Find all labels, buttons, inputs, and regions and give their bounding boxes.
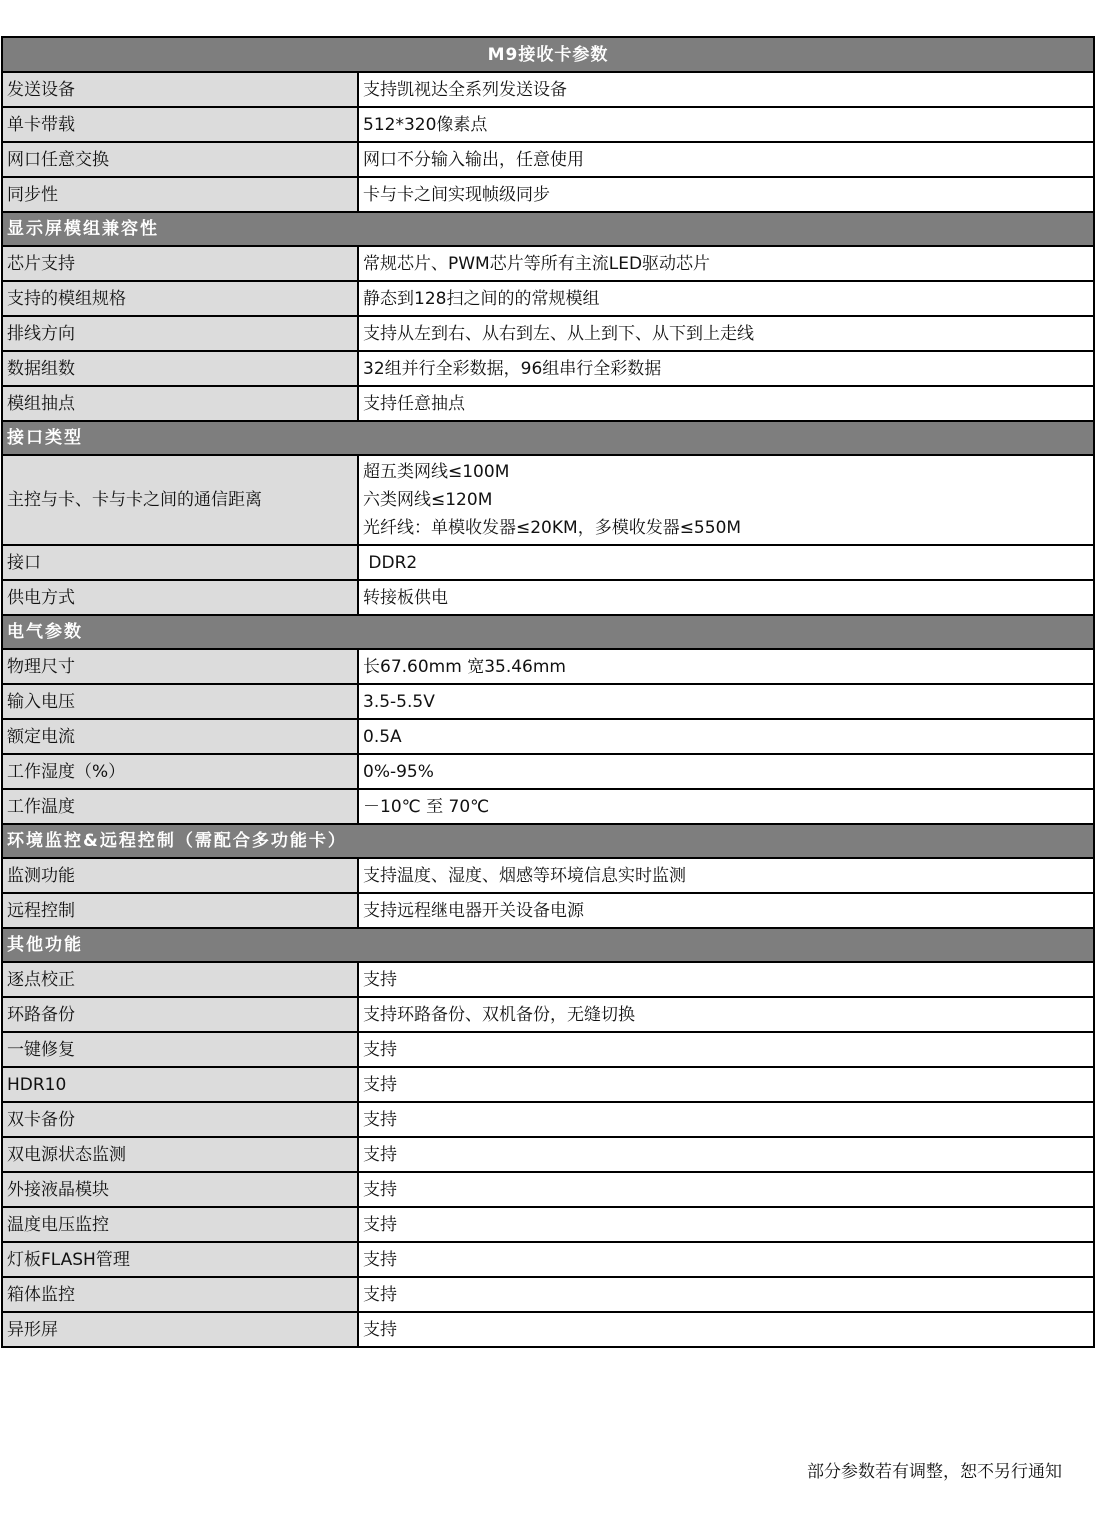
param-label: 单卡带载	[2, 107, 358, 142]
table-row	[2, 1172, 1094, 1207]
param-value: 支持温度、湿度、烟感等环境信息实时监测	[358, 858, 1094, 893]
table-row	[2, 754, 1094, 789]
param-label: 供电方式	[2, 580, 358, 615]
param-value: 支持凯视达全系列发送设备	[358, 72, 1094, 107]
section-header-row	[2, 824, 1094, 858]
param-label: 网口任意交换	[2, 142, 358, 177]
table-row	[2, 684, 1094, 719]
param-label: 接口	[2, 545, 358, 580]
param-label: 模组抽点	[2, 386, 358, 421]
param-value-multiline	[358, 455, 1094, 545]
param-value: 支持	[358, 1137, 1094, 1172]
section-heading: 其他功能	[2, 928, 1094, 962]
param-label: 工作温度	[2, 789, 358, 824]
spec-table-body	[2, 37, 1094, 1347]
param-label: HDR10	[2, 1067, 358, 1102]
table-row	[2, 789, 1094, 824]
spec-table	[1, 36, 1095, 1348]
table-title: M9接收卡参数	[2, 37, 1094, 72]
table-title-row	[2, 37, 1094, 72]
param-value: 支持远程继电器开关设备电源	[358, 893, 1094, 928]
param-label: 发送设备	[2, 72, 358, 107]
param-label: 温度电压监控	[2, 1207, 358, 1242]
param-value: －10℃ 至 70℃	[358, 789, 1094, 824]
section-heading: 环境监控&远程控制（需配合多功能卡）	[2, 824, 1094, 858]
param-label: 异形屏	[2, 1312, 358, 1347]
section-header-row	[2, 615, 1094, 649]
param-label: 一键修复	[2, 1032, 358, 1067]
param-label: 额定电流	[2, 719, 358, 754]
param-value: 网口不分输入输出，任意使用	[358, 142, 1094, 177]
param-value: 支持任意抽点	[358, 386, 1094, 421]
table-row	[2, 997, 1094, 1032]
param-value: 长67.60mm 宽35.46mm	[358, 649, 1094, 684]
table-row	[2, 1032, 1094, 1067]
section-header-row	[2, 421, 1094, 455]
param-label: 双卡备份	[2, 1102, 358, 1137]
param-label: 数据组数	[2, 351, 358, 386]
param-label: 芯片支持	[2, 246, 358, 281]
param-label: 逐点校正	[2, 962, 358, 997]
param-value: 0%-95%	[358, 754, 1094, 789]
param-label: 主控与卡、卡与卡之间的通信距离	[2, 455, 358, 545]
param-value: 32组并行全彩数据，96组串行全彩数据	[358, 351, 1094, 386]
param-value: 支持	[358, 1032, 1094, 1067]
param-value: 常规芯片、PWM芯片等所有主流LED驱动芯片	[358, 246, 1094, 281]
param-value: 支持	[358, 1312, 1094, 1347]
table-row	[2, 281, 1094, 316]
param-label: 外接液晶模块	[2, 1172, 358, 1207]
param-label: 输入电压	[2, 684, 358, 719]
param-value-line: 光纤线：单模收发器≤20KM，多模收发器≤550M	[363, 518, 742, 538]
param-label: 支持的模组规格	[2, 281, 358, 316]
section-heading: 电气参数	[2, 615, 1094, 649]
param-label: 同步性	[2, 177, 358, 212]
table-row	[2, 455, 1094, 545]
param-label: 箱体监控	[2, 1277, 358, 1312]
table-row	[2, 351, 1094, 386]
table-row	[2, 1067, 1094, 1102]
table-row	[2, 1207, 1094, 1242]
param-value: 支持环路备份、双机备份，无缝切换	[358, 997, 1094, 1032]
section-heading: 接口类型	[2, 421, 1094, 455]
section-header-row	[2, 928, 1094, 962]
table-row	[2, 386, 1094, 421]
table-row	[2, 1102, 1094, 1137]
table-row	[2, 1242, 1094, 1277]
table-row	[2, 649, 1094, 684]
param-value: 支持	[358, 1102, 1094, 1137]
table-row	[2, 545, 1094, 580]
param-value: 卡与卡之间实现帧级同步	[358, 177, 1094, 212]
table-row	[2, 316, 1094, 351]
footnote: 部分参数若有调整，恕不另行通知	[807, 1462, 1062, 1482]
param-value: 支持	[358, 1172, 1094, 1207]
param-value: 支持	[358, 1277, 1094, 1312]
table-row	[2, 177, 1094, 212]
param-value: 512*320像素点	[358, 107, 1094, 142]
section-header-row	[2, 212, 1094, 246]
param-label: 工作湿度（%）	[2, 754, 358, 789]
section-heading: 显示屏模组兼容性	[2, 212, 1094, 246]
param-label: 物理尺寸	[2, 649, 358, 684]
table-row	[2, 962, 1094, 997]
param-value: 静态到128扫之间的的常规模组	[358, 281, 1094, 316]
param-label: 环路备份	[2, 997, 358, 1032]
table-row	[2, 246, 1094, 281]
param-label: 灯板FLASH管理	[2, 1242, 358, 1277]
table-row	[2, 1277, 1094, 1312]
param-value: 支持	[358, 1207, 1094, 1242]
param-value-line: 六类网线≤120M	[363, 490, 493, 510]
table-row	[2, 580, 1094, 615]
param-label: 监测功能	[2, 858, 358, 893]
param-label: 排线方向	[2, 316, 358, 351]
param-label: 双电源状态监测	[2, 1137, 358, 1172]
param-value: 支持	[358, 962, 1094, 997]
table-row	[2, 1312, 1094, 1347]
param-value: 支持	[358, 1067, 1094, 1102]
param-label: 远程控制	[2, 893, 358, 928]
table-row	[2, 1137, 1094, 1172]
param-value: 支持从左到右、从右到左、从上到下、从下到上走线	[358, 316, 1094, 351]
param-value: 支持	[358, 1242, 1094, 1277]
param-value: 3.5-5.5V	[358, 684, 1094, 719]
table-row	[2, 107, 1094, 142]
table-row	[2, 858, 1094, 893]
param-value: DDR2	[358, 545, 1094, 580]
param-value: 转接板供电	[358, 580, 1094, 615]
table-row	[2, 719, 1094, 754]
param-value-line: 超五类网线≤100M	[363, 462, 510, 482]
table-row	[2, 72, 1094, 107]
param-value: 0.5A	[358, 719, 1094, 754]
table-row	[2, 893, 1094, 928]
table-row	[2, 142, 1094, 177]
